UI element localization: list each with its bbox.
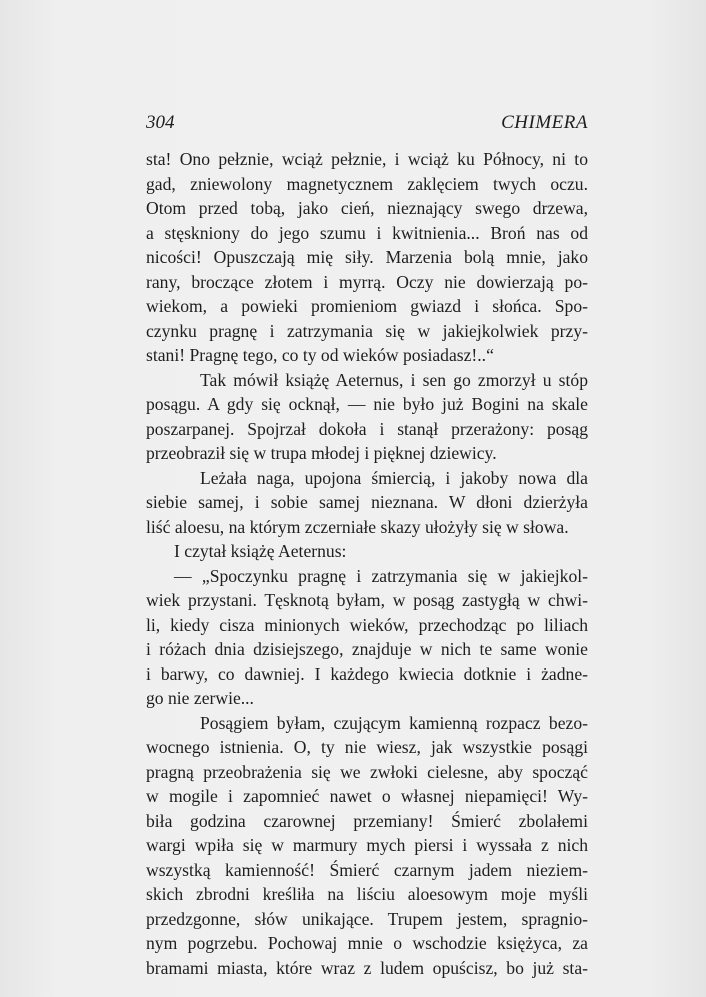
page-header [146, 112, 588, 136]
text-line: I czytał książę Aeternus: [174, 541, 347, 561]
text-line: liść aloesu, na którym zczerniałe skazy ułożyły się w słowa. [146, 516, 569, 537]
text-line: wocnego istnienia. O, ty nie wiesz, jak wszystkie posągi [146, 737, 588, 757]
text-line: rany, broczące złotem i myrrą. Oczy nie dowierzają po- [146, 271, 588, 292]
text-line: wszystką kamienność! Śmierć czarnym jadem nieziem- [146, 859, 588, 880]
text-line: Otom przed tobą, jako cień, nieznający swego drzewa, [146, 198, 588, 218]
text-line: siebie samej, i sobie samej nieznana. W dłoni dzierżyła [146, 492, 588, 512]
text-line: w mogile i zapomnieć nawet o własnej niepamięci! Wy- [146, 786, 588, 806]
text-line: nicości! Opuszczają mię siły. Marzenia bolą mnie, jako [146, 247, 588, 267]
text-line: posągu. A gdy się ocknął, — nie było już Bogini na skale [146, 394, 588, 414]
text-line: Posągiem byłam, czującym kamienną rozpacz bezo- [200, 712, 588, 733]
text-line: i barwy, co dawniej. I każdego kwiecia dotknie i żadne- [146, 663, 588, 684]
text-line: gad, zniewolony magnetycznem zaklęciem twych oczu. [146, 173, 588, 194]
text-line: li, kiedy cisza minionych wieków, przechodząc po liliach [146, 614, 588, 635]
text-line: bramami miasta, które wraz z ludem opuścisz, bo już sta- [146, 957, 588, 978]
text-line: go nie zerwie... [146, 688, 254, 708]
text-line: sta! Ono pełznie, wciąż pełznie, i wciąż ku Północy, ni to [146, 149, 588, 169]
text-line: Tak mówił książę Aeternus, i sen go zmorzył u stóp [200, 369, 588, 390]
text-line: Leżała naga, upojona śmiercią, i jakoby nowa dla [200, 467, 588, 488]
text-line: i różach dnia dzisiejszego, znajduje w nich te same wonie [146, 639, 588, 659]
page-number: 304 [146, 112, 175, 133]
text-line: — „Spoczynku pragnę i zatrzymania się w jakiejkol- [174, 565, 588, 586]
text-line: pragną przeobrażenia się we zwłoki cielesne, aby spocząć [146, 761, 588, 782]
text-line: biła godzina czarownej przemiany! Śmierć zbolałemi [146, 810, 588, 831]
text-line: stani! Pragnę tego, co ty od wieków posiadasz!..“ [146, 345, 494, 365]
text-line: poszarpanej. Spojrzał dokoła i stanął przerażony: posąg [146, 418, 588, 439]
text-line: wargi wpiła się w marmury mych piersi i wyssała z nich [146, 835, 588, 855]
text-line: nym pogrzebu. Pochowaj mnie o wschodzie księżyca, za [146, 933, 588, 953]
text-line: wiekom, a powieki promieniom gwiazd i słońca. Spo- [146, 296, 588, 316]
running-title: CHIMERA [501, 112, 588, 133]
text-line: a stęskniony do jego szumu i kwitnienia... Broń nas od [146, 222, 588, 243]
text-line: wiek przystani. Tęsknotą byłam, w posąg zastygłą w chwi- [146, 590, 588, 610]
text-line: przedzgonne, słów unikające. Trupem jestem, spragnio- [146, 908, 588, 929]
text-line: przeobraził się w trupa młodej i pięknej dziewicy. [146, 443, 497, 463]
text-line: skich zbrodni kreśliła na liściu aloesowym moje myśli [146, 884, 588, 904]
body-text [146, 147, 588, 980]
text-line: czynku pragnę i zatrzymania się w jakiejkolwiek przy- [146, 320, 588, 341]
